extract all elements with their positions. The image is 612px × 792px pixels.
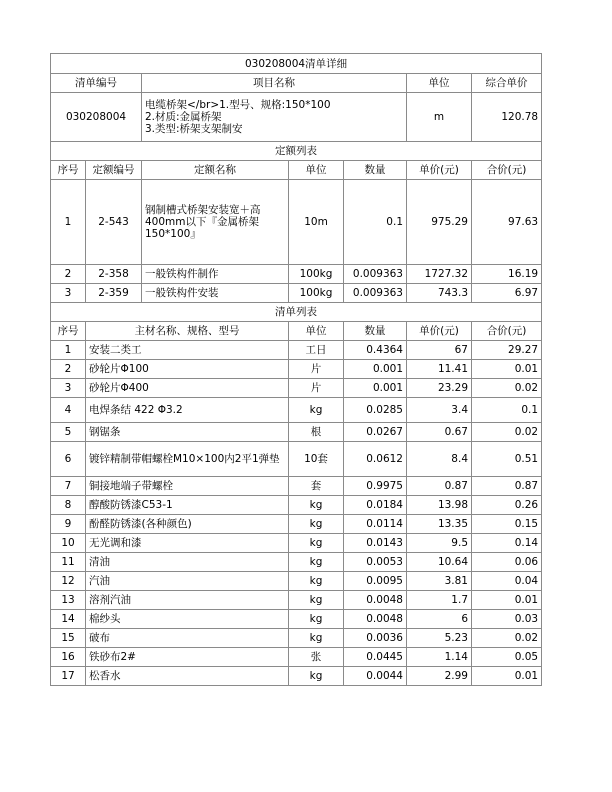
material-unit-price: 1.14: [407, 648, 472, 667]
quota-code: 2-359: [86, 284, 142, 303]
material-unit-price: 9.5: [407, 534, 472, 553]
bill-unit-header: 单位: [407, 74, 472, 93]
material-name: 汽油: [86, 572, 289, 591]
material-name: 醇酸防锈漆C53-1: [86, 496, 289, 515]
quota-name-header: 定额名称: [142, 161, 289, 180]
material-unit: 10套: [289, 442, 344, 477]
quota-name: 钢制槽式桥架安装宽＋高400mm以下『金属桥架150*100』: [142, 180, 289, 265]
bill-row: [51, 93, 542, 142]
quota-qty: 0.009363: [344, 265, 407, 284]
quota-qty: 0.009363: [344, 284, 407, 303]
quota-header-row: [51, 161, 542, 180]
material-seq: 6: [51, 442, 86, 477]
material-unit: kg: [289, 496, 344, 515]
material-name: 钢锯条: [86, 423, 289, 442]
material-row: [51, 360, 542, 379]
material-row: [51, 572, 542, 591]
quota-total-header: 合价(元): [472, 161, 542, 180]
material-unit-price: 5.23: [407, 629, 472, 648]
material-seq: 12: [51, 572, 86, 591]
material-qty: 0.0048: [344, 610, 407, 629]
material-unit-price: 13.98: [407, 496, 472, 515]
material-row: [51, 553, 542, 572]
material-seq: 7: [51, 477, 86, 496]
material-unit: kg: [289, 553, 344, 572]
material-name: 松香水: [86, 667, 289, 686]
material-unit: kg: [289, 398, 344, 423]
bill-name-line: 3.类型:桥架支架制安: [145, 123, 243, 135]
material-total: 0.14: [472, 534, 542, 553]
quota-unit: 100kg: [289, 284, 344, 303]
material-unit: kg: [289, 591, 344, 610]
material-unit-price: 11.41: [407, 360, 472, 379]
material-total: 0.02: [472, 629, 542, 648]
material-unit-price: 8.4: [407, 442, 472, 477]
material-total: 0.01: [472, 360, 542, 379]
material-unit-price-header: 单价(元): [407, 322, 472, 341]
material-seq: 2: [51, 360, 86, 379]
material-name: 溶剂汽油: [86, 591, 289, 610]
material-total: 0.03: [472, 610, 542, 629]
material-seq: 15: [51, 629, 86, 648]
material-qty: 0.0048: [344, 591, 407, 610]
quota-total: 6.97: [472, 284, 542, 303]
quota-unit-price: 743.3: [407, 284, 472, 303]
bill-price-header: 综合单价: [472, 74, 542, 93]
bill-detail-table: [50, 53, 542, 686]
bill-name-line: 2.材质:金属桥架: [145, 111, 222, 123]
material-seq: 9: [51, 515, 86, 534]
material-total: 0.26: [472, 496, 542, 515]
bill-name-header: 项目名称: [142, 74, 407, 93]
material-name: 无光调和漆: [86, 534, 289, 553]
material-row: [51, 648, 542, 667]
quota-seq-header: 序号: [51, 161, 86, 180]
material-total: 0.06: [472, 553, 542, 572]
material-unit-price: 3.81: [407, 572, 472, 591]
material-unit-price: 23.29: [407, 379, 472, 398]
bill-header-row: [51, 74, 542, 93]
quota-section-title: 定额列表: [51, 142, 542, 161]
quota-qty-header: 数量: [344, 161, 407, 180]
material-row: [51, 496, 542, 515]
material-unit: 套: [289, 477, 344, 496]
material-total: 0.01: [472, 591, 542, 610]
quota-unit-header: 单位: [289, 161, 344, 180]
material-row: [51, 515, 542, 534]
material-total: 0.01: [472, 667, 542, 686]
material-seq: 16: [51, 648, 86, 667]
material-qty: 0.9975: [344, 477, 407, 496]
material-unit-price: 6: [407, 610, 472, 629]
material-name: 棉纱头: [86, 610, 289, 629]
bill-code-header: 清单编号: [51, 74, 142, 93]
material-qty: 0.0036: [344, 629, 407, 648]
material-row: [51, 341, 542, 360]
material-qty: 0.0285: [344, 398, 407, 423]
material-seq: 11: [51, 553, 86, 572]
table-title: 030208004清单详细: [51, 54, 542, 74]
material-total: 0.87: [472, 477, 542, 496]
bill-price: 120.78: [472, 93, 542, 142]
material-unit: kg: [289, 572, 344, 591]
material-qty: 0.0143: [344, 534, 407, 553]
material-total: 29.27: [472, 341, 542, 360]
material-unit: 片: [289, 360, 344, 379]
material-total: 0.05: [472, 648, 542, 667]
quota-unit-price: 1727.32: [407, 265, 472, 284]
material-name: 酚醛防锈漆(各种颜色): [86, 515, 289, 534]
quota-code: 2-543: [86, 180, 142, 265]
material-name: 清油: [86, 553, 289, 572]
material-total: 0.15: [472, 515, 542, 534]
material-qty: 0.0095: [344, 572, 407, 591]
material-qty: 0.001: [344, 379, 407, 398]
quota-row: [51, 284, 542, 303]
material-unit: 根: [289, 423, 344, 442]
quota-total: 97.63: [472, 180, 542, 265]
material-unit: kg: [289, 610, 344, 629]
material-unit-price: 2.99: [407, 667, 472, 686]
material-unit: kg: [289, 515, 344, 534]
material-unit-price: 0.67: [407, 423, 472, 442]
bill-unit: m: [407, 93, 472, 142]
quota-seq: 3: [51, 284, 86, 303]
title-row: [51, 54, 542, 74]
material-seq: 10: [51, 534, 86, 553]
material-seq: 1: [51, 341, 86, 360]
material-unit-price: 1.7: [407, 591, 472, 610]
material-name: 电焊条结 422 Φ3.2: [86, 398, 289, 423]
quota-total: 16.19: [472, 265, 542, 284]
material-name: 砂轮片Φ400: [86, 379, 289, 398]
material-total: 0.02: [472, 423, 542, 442]
material-seq: 14: [51, 610, 86, 629]
material-seq-header: 序号: [51, 322, 86, 341]
material-unit-price: 10.64: [407, 553, 472, 572]
quota-code-header: 定额编号: [86, 161, 142, 180]
material-section-title: 清单列表: [51, 303, 542, 322]
material-seq: 17: [51, 667, 86, 686]
material-total: 0.02: [472, 379, 542, 398]
material-seq: 3: [51, 379, 86, 398]
material-unit: kg: [289, 534, 344, 553]
material-row: [51, 629, 542, 648]
material-row: [51, 442, 542, 477]
material-seq: 4: [51, 398, 86, 423]
material-name: 破布: [86, 629, 289, 648]
material-unit-price: 67: [407, 341, 472, 360]
material-total: 0.1: [472, 398, 542, 423]
material-seq: 5: [51, 423, 86, 442]
quota-qty: 0.1: [344, 180, 407, 265]
material-total-header: 合价(元): [472, 322, 542, 341]
material-name: 砂轮片Φ100: [86, 360, 289, 379]
material-qty: 0.0053: [344, 553, 407, 572]
material-header-row: [51, 322, 542, 341]
material-section-row: [51, 303, 542, 322]
material-row: [51, 379, 542, 398]
material-qty: 0.0184: [344, 496, 407, 515]
material-total: 0.51: [472, 442, 542, 477]
material-row: [51, 591, 542, 610]
material-unit: kg: [289, 667, 344, 686]
material-row: [51, 477, 542, 496]
material-unit-header: 单位: [289, 322, 344, 341]
material-name-header: 主材名称、规格、型号: [86, 322, 289, 341]
quota-unit-price: 975.29: [407, 180, 472, 265]
material-qty: 0.4364: [344, 341, 407, 360]
quota-unit: 10m: [289, 180, 344, 265]
bill-code: 030208004: [51, 93, 142, 142]
material-qty: 0.0445: [344, 648, 407, 667]
material-qty: 0.0114: [344, 515, 407, 534]
bill-name-line: 电缆桥架</br>1.型号、规格:150*100: [145, 99, 331, 111]
material-qty: 0.0612: [344, 442, 407, 477]
material-qty: 0.001: [344, 360, 407, 379]
material-unit-price: 13.35: [407, 515, 472, 534]
material-unit: kg: [289, 629, 344, 648]
quota-unit: 100kg: [289, 265, 344, 284]
material-name: 镀锌精制带帽螺栓M10×100内2平1弹垫: [86, 442, 289, 477]
quota-name: 一般铁构件安装: [142, 284, 289, 303]
quota-section-row: [51, 142, 542, 161]
material-unit: 张: [289, 648, 344, 667]
quota-seq: 1: [51, 180, 86, 265]
material-name: 安装二类工: [86, 341, 289, 360]
quota-seq: 2: [51, 265, 86, 284]
quota-name: 一般铁构件制作: [142, 265, 289, 284]
material-qty: 0.0267: [344, 423, 407, 442]
bill-name: [142, 93, 407, 142]
quota-row: [51, 180, 542, 265]
material-unit-price: 3.4: [407, 398, 472, 423]
material-name: 铜接地端子带螺栓: [86, 477, 289, 496]
material-unit: 工日: [289, 341, 344, 360]
material-unit-price: 0.87: [407, 477, 472, 496]
material-row: [51, 423, 542, 442]
material-row: [51, 610, 542, 629]
material-row: [51, 398, 542, 423]
quota-row: [51, 265, 542, 284]
material-list: [51, 341, 542, 686]
material-unit: 片: [289, 379, 344, 398]
material-qty: 0.0044: [344, 667, 407, 686]
material-name: 铁砂布2#: [86, 648, 289, 667]
material-qty-header: 数量: [344, 322, 407, 341]
material-total: 0.04: [472, 572, 542, 591]
quota-code: 2-358: [86, 265, 142, 284]
material-row: [51, 667, 542, 686]
material-seq: 8: [51, 496, 86, 515]
material-seq: 13: [51, 591, 86, 610]
material-row: [51, 534, 542, 553]
quota-unit-price-header: 单价(元): [407, 161, 472, 180]
